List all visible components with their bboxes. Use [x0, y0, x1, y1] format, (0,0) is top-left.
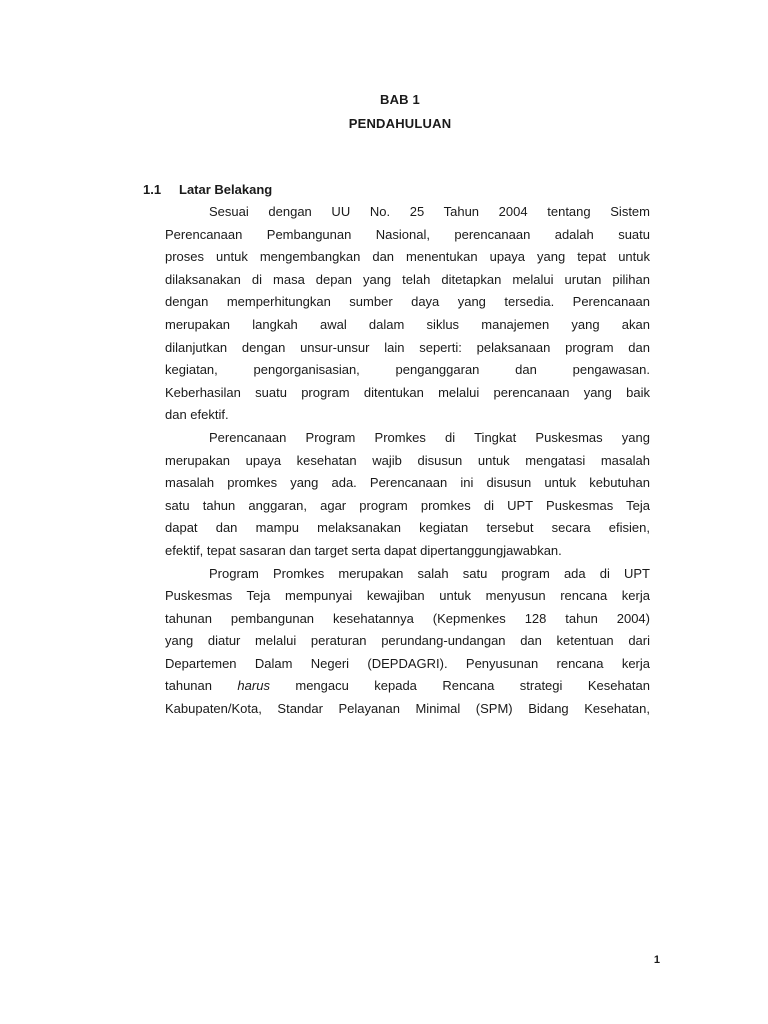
text-line: dengan memperhitungkan sumber daya yang tersedia. Perencanaan: [165, 294, 650, 310]
text-line: kegiatan, pengorganisasian, penganggaran dan pengawasan.: [165, 362, 650, 378]
text-line: tahunan pembangunan kesehatannya (Kepmenkes 128 tahun 2004): [165, 610, 650, 626]
section-number: 1.1: [143, 182, 162, 197]
text-line: Keberhasilan suatu program ditentukan melalui perencanaan yang baik: [165, 384, 650, 400]
emphasis-text: harus: [237, 678, 270, 694]
text-line: dan efektif.: [165, 407, 229, 423]
text-line: Perencanaan Pembangunan Nasional, perencanaan adalah suatu: [165, 226, 650, 242]
text-line: Puskesmas Teja mempunyai kewajiban untuk menyusun rencana kerja: [165, 588, 650, 604]
page-number: 1: [653, 954, 660, 966]
text-line: Perencanaan Program Promkes di Tingkat Puskesmas yang: [209, 429, 650, 445]
text-line: masalah promkes yang ada. Perencanaan ini disusun untuk kebutuhan: [165, 475, 650, 491]
text-line: Departemen Dalam Negeri (DEPDAGRI). Penyusunan rencana kerja: [165, 655, 650, 671]
text-line: yang diatur melalui peraturan perundang-undangan dan ketentuan dari: [165, 633, 650, 649]
chapter-number: BAB 1: [379, 92, 420, 107]
section-title: Latar Belakang: [179, 182, 273, 197]
text-line-italic: [165, 675, 650, 698]
chapter-title: PENDAHULUAN: [348, 116, 452, 131]
text-line: dapat dan mampu melaksanakan kegiatan tersebut secara efisien,: [165, 520, 650, 536]
text-line: proses untuk mengembangkan dan menentukan upaya yang tepat untuk: [165, 249, 650, 265]
text-line: dilanjutkan dengan unsur-unsur lain seperti: pelaksanaan program dan: [165, 339, 650, 355]
text-line: dilaksanakan di masa depan yang telah ditetapkan melalui urutan pilihan: [165, 271, 650, 287]
text-fragment: tahunan: [165, 678, 212, 694]
text-line: merupakan langkah awal dalam siklus manajemen yang akan: [165, 316, 650, 332]
text-line: Kabupaten/Kota, Standar Pelayanan Minimal (SPM) Bidang Kesehatan,: [165, 701, 650, 717]
text-fragment: mengacu kepada Rencana strategi Kesehatan: [295, 678, 650, 694]
paragraph-3: [165, 563, 650, 721]
text-line: efektif, tepat sasaran dan target serta dapat dipertanggungjawabkan.: [165, 542, 562, 558]
text-line: merupakan upaya kesehatan wajib disusun untuk mengatasi masalah: [165, 452, 650, 468]
body-text: [165, 201, 650, 721]
paragraph-2: [165, 427, 650, 563]
section-heading: [143, 182, 272, 197]
text-line: Program Promkes merupakan salah satu program ada di UPT: [209, 565, 650, 581]
paragraph-1: [165, 201, 650, 427]
text-line: satu tahun anggaran, agar program promkes di UPT Puskesmas Teja: [165, 497, 650, 513]
text-line: Sesuai dengan UU No. 25 Tahun 2004 tentang Sistem: [209, 204, 650, 219]
